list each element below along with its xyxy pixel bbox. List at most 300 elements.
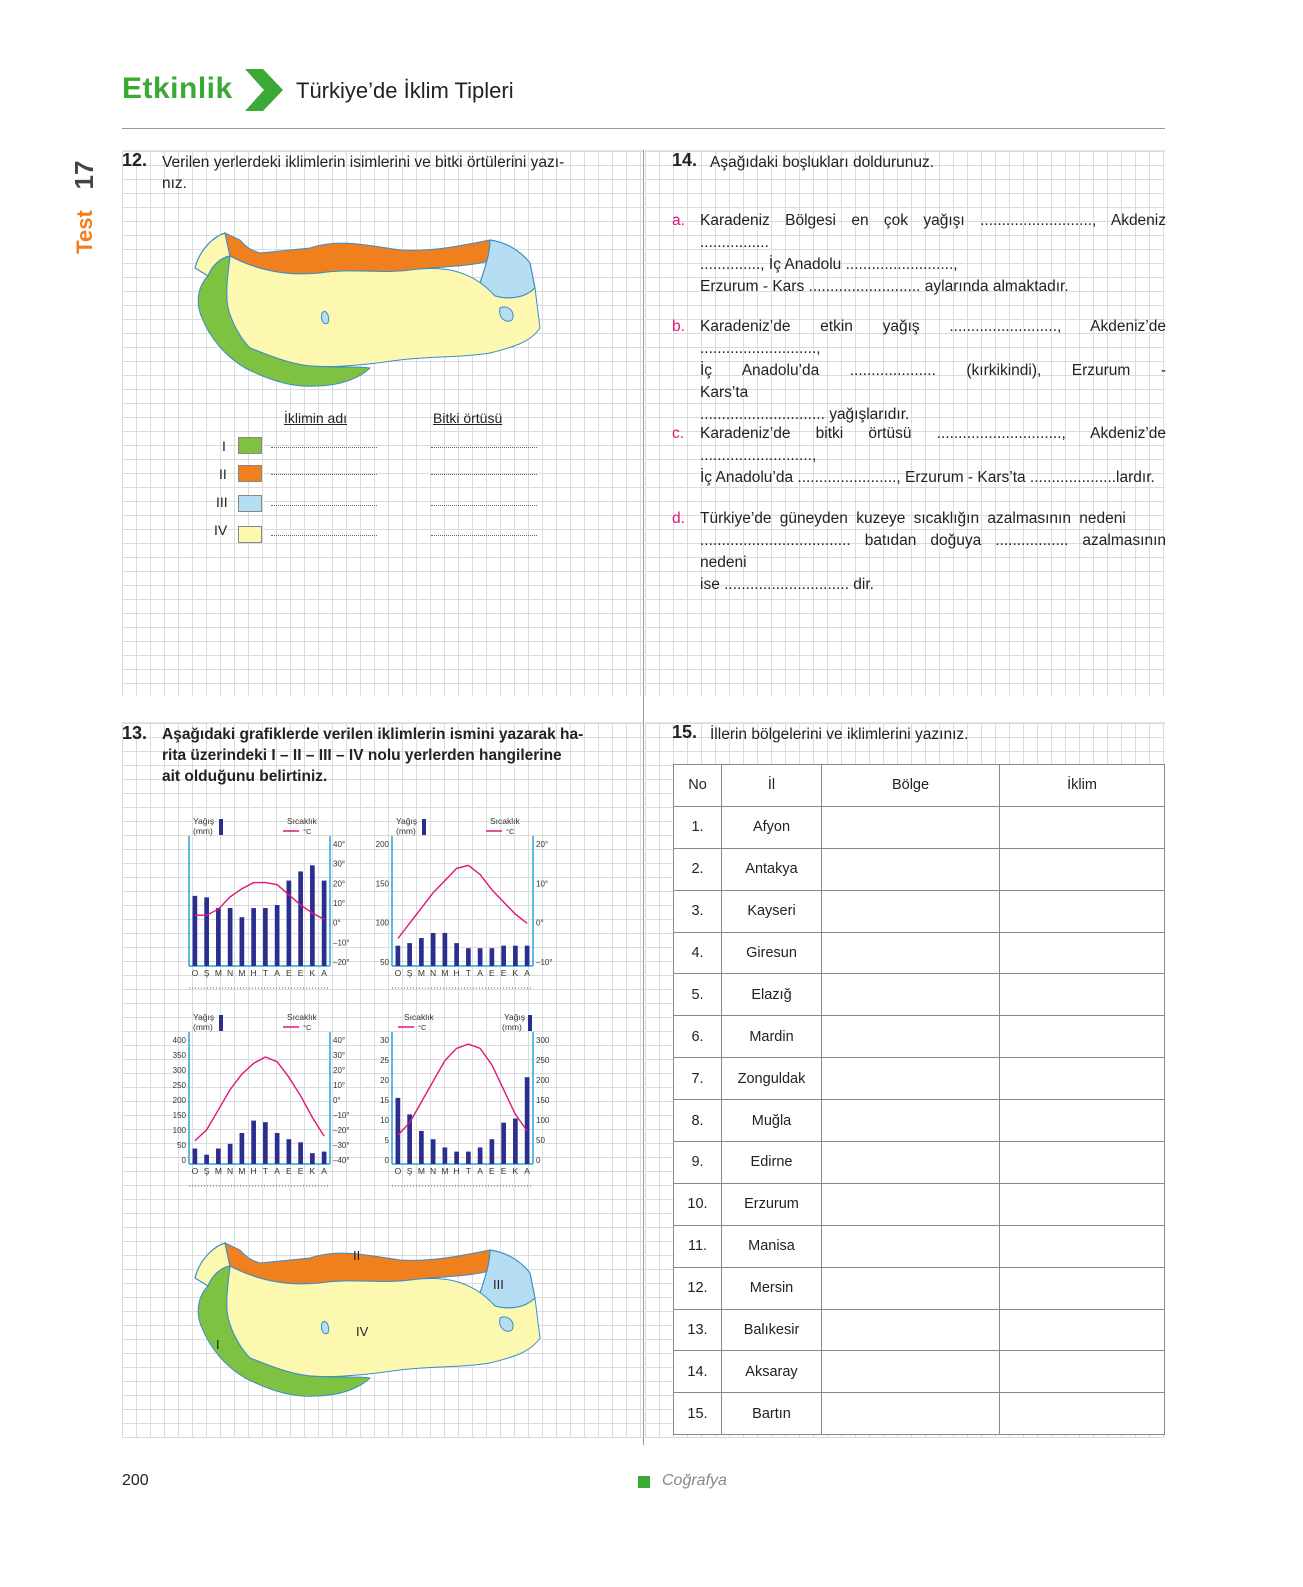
chart-2-bar bbox=[478, 948, 483, 966]
answer-line-climate-2[interactable] bbox=[271, 474, 377, 475]
chart-3-bar bbox=[228, 1144, 233, 1164]
map-label-I: I bbox=[216, 1337, 220, 1352]
cell-il: Elazığ bbox=[722, 974, 822, 1016]
cell-il: Balıkesir bbox=[722, 1309, 822, 1351]
chart-2-svg bbox=[368, 812, 568, 992]
chart-2-month-label: Ş bbox=[406, 968, 413, 978]
chart-3-right-tick: –10° bbox=[333, 1111, 350, 1120]
chart-4-svg bbox=[368, 1008, 568, 1190]
chart-1-temp-line bbox=[195, 883, 324, 920]
q15-number: 15. bbox=[672, 722, 698, 742]
chart-3-left-tick: 0 bbox=[181, 1156, 186, 1165]
cell-iklim-input[interactable] bbox=[1000, 974, 1165, 1016]
table-row bbox=[674, 848, 1165, 890]
table-row bbox=[674, 1267, 1165, 1309]
chart-4-temp-line bbox=[398, 1044, 527, 1135]
q12-number: 12. bbox=[122, 150, 148, 170]
chart-3-left-tick: 200 bbox=[172, 1096, 186, 1105]
legend-row-4: IV bbox=[214, 522, 228, 538]
chart-3-temp-unit: °C bbox=[303, 1023, 312, 1032]
cell-il: Giresun bbox=[722, 932, 822, 974]
cell-no: 13. bbox=[674, 1309, 722, 1351]
chart-4-bar bbox=[454, 1152, 459, 1164]
chart-2-month-label: E bbox=[500, 968, 507, 978]
chart-2-temp-unit: °C bbox=[506, 827, 515, 836]
chart-4-bar bbox=[525, 1077, 530, 1164]
chart-3-precip-legend-icon bbox=[219, 1015, 223, 1031]
cell-no: 4. bbox=[674, 932, 722, 974]
chart-4-right-tick: 300 bbox=[536, 1036, 550, 1045]
chart-1-bar bbox=[228, 908, 233, 966]
chart-1-bar bbox=[263, 908, 268, 966]
chart-2-month-label: M bbox=[417, 968, 425, 978]
chart-3-month-label: E bbox=[297, 1166, 304, 1176]
cell-iklim-input[interactable] bbox=[1000, 806, 1165, 848]
cell-iklim-input[interactable] bbox=[1000, 1267, 1165, 1309]
table-row bbox=[674, 1393, 1165, 1435]
table-row bbox=[674, 1351, 1165, 1393]
chart-4-right-tick: 50 bbox=[536, 1136, 545, 1145]
chart-3-precip-unit: (mm) bbox=[193, 1022, 213, 1032]
chart-3-bar bbox=[322, 1152, 327, 1164]
table-row bbox=[674, 1142, 1165, 1184]
q14-a-letter: a. bbox=[672, 212, 685, 229]
cell-no: 1. bbox=[674, 806, 722, 848]
chart-2-left-tick: 150 bbox=[375, 879, 389, 889]
chart-2-right-tick: 20° bbox=[536, 840, 549, 849]
table-row bbox=[674, 1309, 1165, 1351]
cell-bolge-input[interactable] bbox=[822, 1016, 1000, 1058]
answer-line-climate-3[interactable] bbox=[271, 505, 377, 506]
page-number: 200 bbox=[122, 1472, 149, 1489]
chart-1-month-label: T bbox=[262, 968, 268, 978]
q15-text: İllerin bölgelerini ve iklimlerini yazınız. bbox=[710, 726, 969, 743]
chart-3-temp-line bbox=[195, 1057, 324, 1141]
cell-il: Muğla bbox=[722, 1100, 822, 1142]
test-number: 17 bbox=[69, 160, 99, 190]
legend-swatch-3 bbox=[238, 495, 262, 512]
cell-iklim-input[interactable] bbox=[1000, 1309, 1165, 1351]
chart-4-bar bbox=[431, 1139, 436, 1164]
cell-bolge-input[interactable] bbox=[822, 1225, 1000, 1267]
chart-3-left-tick: 100 bbox=[172, 1126, 186, 1135]
q14-text: Aşağıdaki boşlukları doldurunuz. bbox=[710, 154, 935, 171]
answer-line-veg-3[interactable] bbox=[431, 505, 537, 506]
chart-1-bar bbox=[240, 917, 245, 966]
table-row bbox=[674, 974, 1165, 1016]
table-header-row bbox=[674, 765, 1165, 807]
chart-1-month-label: E bbox=[297, 968, 304, 978]
chart-3-left-tick: 50 bbox=[177, 1141, 186, 1150]
chart-2-bar bbox=[396, 946, 401, 966]
map-label-III: III bbox=[493, 1277, 504, 1292]
chart-2-month-label: H bbox=[453, 968, 460, 978]
chart-3-right-tick: 30° bbox=[333, 1051, 346, 1060]
cell-bolge-input[interactable] bbox=[822, 1183, 1000, 1225]
climate-chart-1 bbox=[165, 812, 365, 992]
table-row bbox=[674, 1058, 1165, 1100]
chart-2-bar bbox=[443, 933, 448, 966]
legend-swatch-4 bbox=[238, 526, 262, 543]
chart-3-month-label: H bbox=[250, 1166, 257, 1176]
cell-il: Bartın bbox=[722, 1393, 822, 1435]
cell-iklim-input[interactable] bbox=[1000, 1016, 1165, 1058]
cell-no: 8. bbox=[674, 1100, 722, 1142]
legend-row-3: III bbox=[216, 494, 228, 510]
chart-2-precip-unit: (mm) bbox=[396, 826, 416, 836]
chart-2-right-tick: 10° bbox=[536, 879, 549, 889]
chart-2-precip-label: Yağış bbox=[396, 816, 418, 826]
cell-iklim-input[interactable] bbox=[1000, 1142, 1165, 1184]
chart-3-month-label: Ş bbox=[203, 1166, 210, 1176]
chart-4-precip-unit: (mm) bbox=[502, 1022, 522, 1032]
chart-2-month-label: T bbox=[465, 968, 471, 978]
cell-il: Antakya bbox=[722, 848, 822, 890]
chart-4-right-tick: 150 bbox=[536, 1096, 550, 1105]
chart-1-month-label: E bbox=[286, 968, 292, 978]
page-title: Etkinlik bbox=[122, 72, 233, 105]
chart-3-left-tick: 350 bbox=[172, 1051, 186, 1060]
answer-line-veg-2[interactable] bbox=[431, 474, 537, 475]
cell-bolge-input[interactable] bbox=[822, 1142, 1000, 1184]
q14-c-letter: c. bbox=[672, 425, 685, 442]
chart-3-left-tick: 250 bbox=[172, 1081, 186, 1090]
chart-3-month-label: T bbox=[262, 1166, 268, 1176]
chart-1-svg bbox=[165, 812, 365, 992]
chart-1-bar bbox=[275, 905, 280, 966]
chart-2-month-label: N bbox=[430, 968, 437, 978]
chart-4-right-tick: 0 bbox=[536, 1156, 541, 1165]
table-row bbox=[674, 890, 1165, 932]
chart-1-right-tick: 0° bbox=[333, 918, 341, 928]
chart-1-right-tick: 40° bbox=[333, 840, 346, 849]
cell-bolge-input[interactable] bbox=[822, 1309, 1000, 1351]
chart-3-bar bbox=[298, 1142, 303, 1164]
chart-4-right-tick: 250 bbox=[536, 1056, 550, 1065]
chart-4-month-label: A bbox=[524, 1166, 530, 1176]
chart-3-left-tick: 300 bbox=[172, 1066, 186, 1075]
chart-3-svg bbox=[165, 1008, 365, 1190]
chart-4-temp-unit: °C bbox=[418, 1023, 427, 1032]
chart-1-right-tick: 20° bbox=[333, 879, 346, 889]
chart-4-month-label: O bbox=[394, 1166, 402, 1176]
chart-3-bar bbox=[216, 1149, 221, 1165]
chart-2-month-label: E bbox=[489, 968, 495, 978]
chart-4-left-tick: 15 bbox=[380, 1096, 389, 1105]
turkey-climate-map-2 bbox=[190, 1238, 550, 1408]
chart-4-left-tick: 25 bbox=[380, 1056, 389, 1065]
chart-2-right-tick: 0° bbox=[536, 918, 544, 928]
chart-4-left-tick: 30 bbox=[380, 1036, 389, 1045]
chart-1-right-tick: 30° bbox=[333, 859, 346, 869]
chart-1-temp-unit: °C bbox=[303, 827, 312, 836]
chart-3-right-tick: –40° bbox=[333, 1156, 350, 1165]
cell-no: 14. bbox=[674, 1351, 722, 1393]
chart-3-precip-label: Yağış bbox=[193, 1012, 215, 1022]
answer-line-climate-1[interactable] bbox=[271, 447, 377, 448]
chart-1-bar bbox=[251, 908, 256, 966]
chart-3-month-label: K bbox=[309, 1166, 316, 1176]
q12-text: Verilen yerlerdeki iklimlerin isimlerini ve bitki örtülerini yazı- nız. bbox=[162, 154, 565, 192]
chart-4-month-label: M bbox=[441, 1166, 449, 1176]
cell-bolge-input[interactable] bbox=[822, 1058, 1000, 1100]
chart-1-month-label: M bbox=[238, 968, 246, 978]
chart-2-right-tick: –10° bbox=[536, 958, 553, 967]
cell-no: 6. bbox=[674, 1016, 722, 1058]
test-label: Test bbox=[72, 210, 97, 254]
q14-number: 14. bbox=[672, 150, 698, 170]
chart-1-bar bbox=[204, 897, 209, 966]
chart-3-bar bbox=[310, 1153, 315, 1164]
chart-4-temp-label: Sıcaklık bbox=[404, 1012, 434, 1022]
q14-d-text: Türkiye’de güneyden kuzeye sıcaklığın azalmasının nedeni ................................... batıdan doğuya ................. azalmasının nedeni ise ............................. dir. bbox=[700, 510, 1166, 593]
chart-1-precip-label: Yağış bbox=[193, 816, 215, 826]
cell-bolge-input[interactable] bbox=[822, 848, 1000, 890]
chart-4-bar bbox=[478, 1147, 483, 1164]
chart-1-bar bbox=[310, 865, 315, 966]
cell-il: Manisa bbox=[722, 1225, 822, 1267]
chart-4-month-label: A bbox=[477, 1166, 483, 1176]
chart-2-month-label: M bbox=[441, 968, 449, 978]
climate-chart-3 bbox=[165, 1008, 365, 1190]
chart-3-month-label: N bbox=[227, 1166, 234, 1176]
cell-no: 5. bbox=[674, 974, 722, 1016]
chart-3-month-label: A bbox=[321, 1166, 327, 1176]
header-no: No bbox=[674, 765, 722, 807]
chart-3-right-tick: –20° bbox=[333, 1126, 350, 1135]
cell-iklim-input[interactable] bbox=[1000, 890, 1165, 932]
legend-row-2: II bbox=[219, 466, 227, 482]
chart-3-temp-label: Sıcaklık bbox=[287, 1012, 317, 1022]
chart-3-right-tick: 20° bbox=[333, 1066, 346, 1075]
cell-iklim-input[interactable] bbox=[1000, 1393, 1165, 1435]
table-row bbox=[674, 1183, 1165, 1225]
chart-3-bar bbox=[240, 1133, 245, 1164]
cell-il: Kayseri bbox=[722, 890, 822, 932]
chart-4-left-tick: 0 bbox=[384, 1156, 389, 1165]
chart-1-right-tick: –10° bbox=[333, 938, 350, 948]
cell-bolge-input[interactable] bbox=[822, 1351, 1000, 1393]
chart-2-bar bbox=[490, 948, 495, 966]
chart-3-month-label: M bbox=[214, 1166, 222, 1176]
q13-number: 13. bbox=[122, 723, 148, 743]
chart-1-month-label: N bbox=[227, 968, 234, 978]
cell-iklim-input[interactable] bbox=[1000, 1225, 1165, 1267]
chart-3-bar bbox=[287, 1139, 292, 1164]
chart-4-bar bbox=[396, 1098, 401, 1164]
chart-4-left-tick: 20 bbox=[380, 1076, 389, 1085]
cell-iklim-input[interactable] bbox=[1000, 1351, 1165, 1393]
chart-3-right-tick: 10° bbox=[333, 1081, 346, 1090]
chart-1-temp-label: Sıcaklık bbox=[287, 816, 317, 826]
chart-2-month-label: O bbox=[394, 968, 402, 978]
chart-3-right-tick: 0° bbox=[333, 1096, 341, 1105]
chart-2-bar bbox=[419, 938, 424, 966]
chart-1-month-label: O bbox=[191, 968, 199, 978]
header-bolge: Bölge bbox=[822, 765, 1000, 807]
chart-2-bar bbox=[407, 943, 412, 966]
table-row bbox=[674, 1016, 1165, 1058]
chart-4-bar bbox=[466, 1152, 471, 1164]
chart-2-bar bbox=[466, 948, 471, 966]
chart-4-month-label: E bbox=[500, 1166, 507, 1176]
chart-1-bar bbox=[298, 871, 303, 966]
chart-1-month-label: Ş bbox=[203, 968, 210, 978]
chart-4-month-label: T bbox=[465, 1166, 471, 1176]
chart-3-bar bbox=[263, 1122, 268, 1164]
column-divider bbox=[643, 150, 644, 1445]
legend-swatch-2 bbox=[238, 465, 262, 482]
cell-bolge-input[interactable] bbox=[822, 1100, 1000, 1142]
chart-2-temp-label: Sıcaklık bbox=[490, 816, 520, 826]
table-row bbox=[674, 932, 1165, 974]
legend-swatch-1 bbox=[238, 437, 262, 454]
header-iklim: İklim bbox=[1000, 765, 1165, 807]
chart-3-bar bbox=[204, 1155, 209, 1164]
table-row bbox=[674, 806, 1165, 848]
chart-4-bar bbox=[490, 1139, 495, 1164]
chart-4-left-tick: 10 bbox=[380, 1116, 389, 1125]
legend-row-1: I bbox=[222, 438, 226, 454]
chart-4-bar bbox=[443, 1147, 448, 1164]
chart-3-month-label: O bbox=[191, 1166, 199, 1176]
chart-2-month-label: A bbox=[477, 968, 483, 978]
chart-4-right-tick: 200 bbox=[536, 1076, 550, 1085]
chart-2-bar bbox=[431, 933, 436, 966]
q14-a-text: Karadeniz Bölgesi en çok yağışı .........................., Akdeniz ................ .............., İç Anadolu ........................., Erzurum - Kars .......................... aylarında almaktadır. bbox=[700, 212, 1166, 295]
cell-il: Zonguldak bbox=[722, 1058, 822, 1100]
q14-b-text: Karadeniz’de etkin yağış ........................., Akdeniz’de ..........................., İç Anadolu’da .................... (kırkikindi), Erzurum - Kars’ta ............................. yağışlarıdır. bbox=[700, 318, 1166, 423]
chart-4-month-label: H bbox=[453, 1166, 460, 1176]
cell-no: 15. bbox=[674, 1393, 722, 1435]
chart-4-precip-label: Yağış bbox=[504, 1012, 526, 1022]
chart-4-month-label: K bbox=[512, 1166, 519, 1176]
chart-2-left-tick: 100 bbox=[375, 918, 389, 928]
chart-1-bar bbox=[193, 896, 198, 966]
chart-4-right-tick: 100 bbox=[536, 1116, 550, 1125]
chart-3-right-tick: –30° bbox=[333, 1141, 350, 1150]
answer-line-veg-4[interactable] bbox=[431, 535, 537, 536]
chart-1-month-label: M bbox=[214, 968, 222, 978]
cell-no: 7. bbox=[674, 1058, 722, 1100]
chart-1-month-label: K bbox=[309, 968, 316, 978]
cell-il: Mersin bbox=[722, 1267, 822, 1309]
provinces-table bbox=[673, 764, 1165, 1435]
subject-square-icon bbox=[638, 1476, 650, 1488]
chart-1-precip-unit: (mm) bbox=[193, 826, 213, 836]
chart-3-month-label: A bbox=[274, 1166, 280, 1176]
climate-chart-2 bbox=[368, 812, 568, 992]
cell-bolge-input[interactable] bbox=[822, 1267, 1000, 1309]
chart-4-month-label: Ş bbox=[406, 1166, 413, 1176]
cell-il: Erzurum bbox=[722, 1183, 822, 1225]
chart-2-left-tick: 200 bbox=[375, 840, 389, 849]
cell-bolge-input[interactable] bbox=[822, 806, 1000, 848]
cell-bolge-input[interactable] bbox=[822, 890, 1000, 932]
map-label-IV: IV bbox=[356, 1324, 369, 1339]
chart-1-month-label: H bbox=[250, 968, 257, 978]
chart-3-month-label: E bbox=[286, 1166, 292, 1176]
chart-4-bar bbox=[513, 1119, 518, 1164]
cell-no: 9. bbox=[674, 1142, 722, 1184]
cell-il: Edirne bbox=[722, 1142, 822, 1184]
chart-2-bar bbox=[525, 946, 530, 966]
q14-d-letter: d. bbox=[672, 510, 685, 527]
header-il: İl bbox=[722, 765, 822, 807]
chart-4-month-label: N bbox=[430, 1166, 437, 1176]
chart-2-left-tick: 50 bbox=[380, 958, 389, 967]
chart-1-right-tick: –20° bbox=[333, 958, 350, 967]
cell-bolge-input[interactable] bbox=[822, 974, 1000, 1016]
climate-chart-4 bbox=[368, 1008, 568, 1190]
chart-4-bar bbox=[419, 1131, 424, 1164]
q14-b-letter: b. bbox=[672, 318, 685, 335]
cell-iklim-input[interactable] bbox=[1000, 1100, 1165, 1142]
cell-no: 10. bbox=[674, 1183, 722, 1225]
cell-il: Afyon bbox=[722, 806, 822, 848]
chart-2-temp-line bbox=[398, 865, 527, 938]
chart-1-bar bbox=[322, 881, 327, 966]
chart-1-right-tick: 10° bbox=[333, 899, 346, 908]
chart-2-month-label: K bbox=[512, 968, 519, 978]
map-label-II: II bbox=[353, 1248, 361, 1263]
cell-iklim-input[interactable] bbox=[1000, 932, 1165, 974]
table-row bbox=[674, 1100, 1165, 1142]
q13-text: Aşağıdaki grafiklerde verilen iklimlerin ismini yazarak ha- rita üzerindeki I – II – III – IV nolu yerlerden hangilerine ait olduğunu belirtiniz. bbox=[162, 726, 584, 785]
chart-3-bar bbox=[193, 1149, 198, 1165]
q12-col1-header: İklimin adı bbox=[284, 410, 348, 426]
chart-3-left-tick: 150 bbox=[172, 1111, 186, 1120]
chevron-right-icon bbox=[243, 67, 285, 113]
cell-il: Mardin bbox=[722, 1016, 822, 1058]
page-subtitle: Türkiye’de İklim Tipleri bbox=[296, 78, 514, 103]
chart-3-left-tick: 400 bbox=[172, 1036, 186, 1045]
header-divider bbox=[122, 128, 1165, 129]
chart-2-month-label: A bbox=[524, 968, 530, 978]
answer-line-climate-4[interactable] bbox=[271, 535, 377, 536]
subject-label: Coğrafya bbox=[662, 1472, 727, 1489]
chart-1-bar bbox=[216, 908, 221, 966]
cell-no: 11. bbox=[674, 1225, 722, 1267]
chart-2-bar bbox=[513, 946, 518, 966]
cell-no: 2. bbox=[674, 848, 722, 890]
cell-il: Aksaray bbox=[722, 1351, 822, 1393]
chart-4-left-tick: 5 bbox=[384, 1136, 389, 1145]
cell-iklim-input[interactable] bbox=[1000, 848, 1165, 890]
chart-2-precip-legend-icon bbox=[422, 819, 426, 835]
chart-1-month-label: A bbox=[321, 968, 327, 978]
cell-iklim-input[interactable] bbox=[1000, 1058, 1165, 1100]
chart-4-bar bbox=[501, 1123, 506, 1164]
chart-3-right-tick: 40° bbox=[333, 1036, 346, 1045]
cell-no: 12. bbox=[674, 1267, 722, 1309]
cell-no: 3. bbox=[674, 890, 722, 932]
q14-c-text: Karadeniz’de bitki örtüsü ............................., Akdeniz’de .........................., İç Anadolu’da ......................., Erzurum - Kars’ta ....................lardır. bbox=[700, 425, 1166, 486]
chart-2-bar bbox=[501, 946, 506, 966]
answer-line-veg-1[interactable] bbox=[431, 447, 537, 448]
chart-3-bar bbox=[275, 1133, 280, 1164]
q12-col2-header: Bitki örtüsü bbox=[433, 410, 503, 426]
turkey-climate-map-1 bbox=[190, 228, 550, 398]
cell-bolge-input[interactable] bbox=[822, 1393, 1000, 1435]
chart-4-precip-legend-icon bbox=[528, 1015, 532, 1031]
chart-1-month-label: A bbox=[274, 968, 280, 978]
chart-3-month-label: M bbox=[238, 1166, 246, 1176]
cell-bolge-input[interactable] bbox=[822, 932, 1000, 974]
table-row bbox=[674, 1225, 1165, 1267]
cell-iklim-input[interactable] bbox=[1000, 1183, 1165, 1225]
chart-3-bar bbox=[251, 1121, 256, 1164]
